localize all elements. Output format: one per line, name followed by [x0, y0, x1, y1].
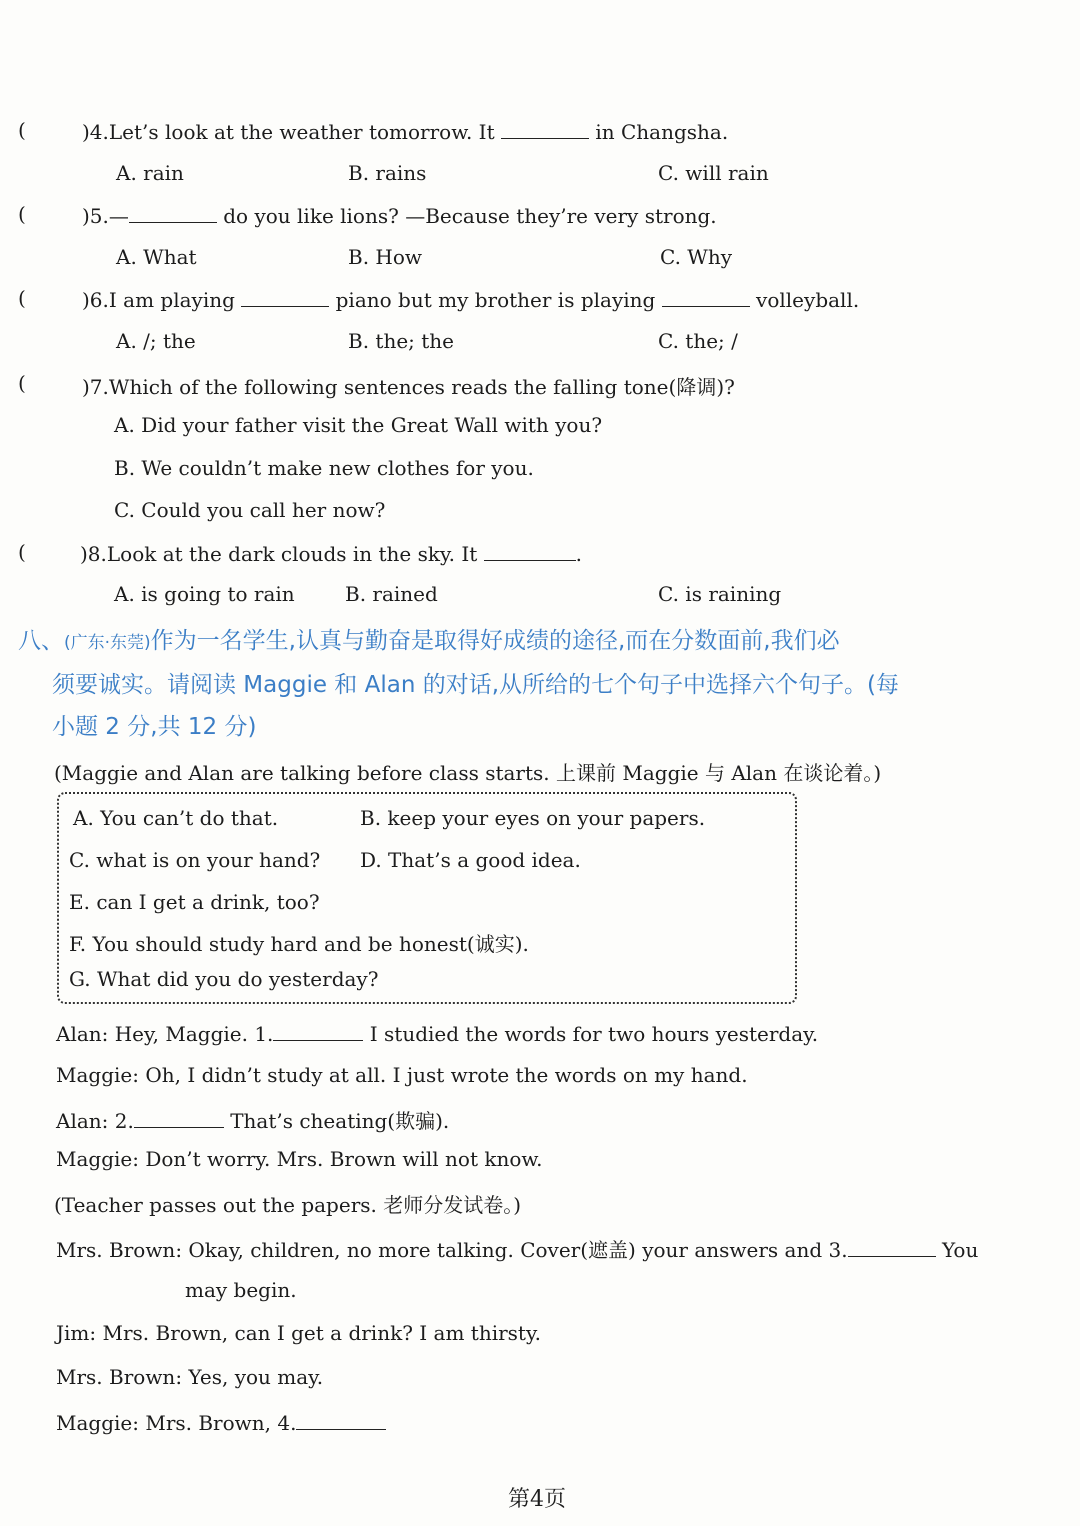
dialogue-line [56, 1105, 449, 1134]
dialogue-line-continued: may begin. [185, 1278, 297, 1302]
question-number: )6. [82, 288, 109, 312]
dialogue-line [56, 1234, 978, 1263]
choice-e[interactable]: E. can I get a drink, too? [69, 890, 320, 914]
answer-blank-2[interactable] [134, 1107, 224, 1128]
answer-paren: ( [18, 118, 26, 142]
section-instruction-line1: 作为一名学生,认真与勤奋是取得好成绩的途径,而在分数面前,我们必 [150, 628, 840, 654]
section-instruction-line2: 须要诚实。请阅读 Maggie 和 Alan 的对话,从所给的七个句子中选择六个句子。(每 [52, 672, 900, 698]
option-b[interactable]: B. rains [348, 161, 427, 185]
answer-blank-3[interactable] [848, 1236, 936, 1257]
dialogue-text: Maggie: Mrs. Brown, 4. [56, 1411, 297, 1435]
stem-text: volleyball. [756, 288, 860, 312]
option-b[interactable]: B. How [348, 245, 423, 269]
stem-text: in Changsha. [595, 120, 729, 144]
dialogue-text: That’s cheating(欺骗). [230, 1109, 450, 1133]
dialogue-text: I studied the words for two hours yesterday. [369, 1022, 819, 1046]
question-number: )8. [80, 542, 107, 566]
section-instruction-line3: 小题 2 分,共 12 分) [52, 714, 257, 740]
option-c[interactable]: C. the; / [658, 329, 738, 353]
stem-text: — [108, 204, 129, 228]
choice-f[interactable]: F. You should study hard and be honest(诚实). [69, 932, 529, 956]
stem-text: Look at the dark clouds in the sky. It [106, 542, 478, 566]
section-heading [18, 620, 938, 748]
answer-blank-4[interactable] [296, 1409, 386, 1430]
option-c[interactable]: C. is raining [658, 582, 782, 606]
dialogue-line: Maggie: Oh, I didn’t study at all. I just wrote the words on my hand. [56, 1063, 748, 1087]
option-a[interactable]: A. What [116, 245, 197, 269]
option-b[interactable]: B. We couldn’t make new clothes for you. [114, 456, 534, 480]
answer-paren: ( [18, 371, 26, 395]
choice-a[interactable]: A. You can’t do that. [73, 806, 279, 830]
dialogue-line [56, 1409, 386, 1435]
answer-blank[interactable] [129, 202, 217, 223]
option-a[interactable]: A. is going to rain [114, 582, 295, 606]
option-b[interactable]: B. the; the [348, 329, 455, 353]
question-stem [82, 118, 728, 144]
dialogue-text: Alan: 2. [56, 1109, 134, 1133]
stem-text: piano but my brother is playing [335, 288, 656, 312]
dialogue-line [56, 1020, 818, 1046]
option-a[interactable]: A. rain [116, 161, 184, 185]
dialogue-line: Maggie: Don’t worry. Mrs. Brown will not know. [56, 1147, 543, 1171]
question-number: )4. [82, 120, 109, 144]
dialogue-text: Alan: Hey, Maggie. 1. [56, 1022, 274, 1046]
answer-paren: ( [18, 286, 26, 310]
dialogue-text: You [941, 1238, 979, 1262]
dialogue-context: (Maggie and Alan are talking before class starts. 上课前 Maggie 与 Alan 在谈论着。) [54, 761, 882, 785]
option-c[interactable]: C. Why [660, 245, 733, 269]
answer-blank[interactable] [241, 286, 329, 307]
page-number: 第4页 [508, 1487, 566, 1512]
dialogue-text: Mrs. Brown: Okay, children, no more talking. Cover(遮盖) your answers and 3. [56, 1238, 848, 1262]
dialogue-stage-direction: (Teacher passes out the papers. 老师分发试卷。) [54, 1193, 522, 1217]
choice-c[interactable]: C. what is on your hand? [69, 848, 321, 872]
option-b[interactable]: B. rained [345, 582, 438, 606]
option-a[interactable]: A. Did your father visit the Great Wall with you? [114, 413, 603, 437]
dialogue-line: Jim: Mrs. Brown, can I get a drink? I am thirsty. [56, 1321, 541, 1345]
question-number: )7. [82, 375, 109, 399]
answer-blank[interactable] [501, 118, 589, 139]
choice-b[interactable]: B. keep your eyes on your papers. [360, 806, 706, 830]
dialogue-line: Mrs. Brown: Yes, you may. [56, 1365, 324, 1389]
stem-text: Let’s look at the weather tomorrow. It [108, 120, 495, 144]
section-number: 八、 [18, 628, 64, 654]
question-stem [80, 540, 582, 566]
answer-blank[interactable] [662, 286, 750, 307]
question-number: )5. [82, 204, 109, 228]
option-c[interactable]: C. will rain [658, 161, 769, 185]
answer-blank[interactable] [484, 540, 576, 561]
answer-blank-1[interactable] [273, 1020, 363, 1041]
answer-paren: ( [18, 540, 26, 564]
section-region: (广东·东莞) [64, 633, 151, 653]
stem-text: do you like lions? —Because they’re very strong. [223, 204, 717, 228]
choice-g[interactable]: G. What did you do yesterday? [69, 967, 379, 991]
option-a[interactable]: A. /; the [116, 329, 196, 353]
answer-paren: ( [18, 202, 26, 226]
question-stem [82, 286, 859, 312]
question-stem [82, 202, 717, 228]
option-c[interactable]: C. Could you call her now? [114, 498, 386, 522]
stem-text: . [575, 542, 583, 566]
stem-text: I am playing [108, 288, 235, 312]
choice-d[interactable]: D. That’s a good idea. [360, 848, 581, 872]
stem-text: Which of the following sentences reads the falling tone(降调)? [108, 375, 735, 399]
question-stem [82, 371, 735, 400]
